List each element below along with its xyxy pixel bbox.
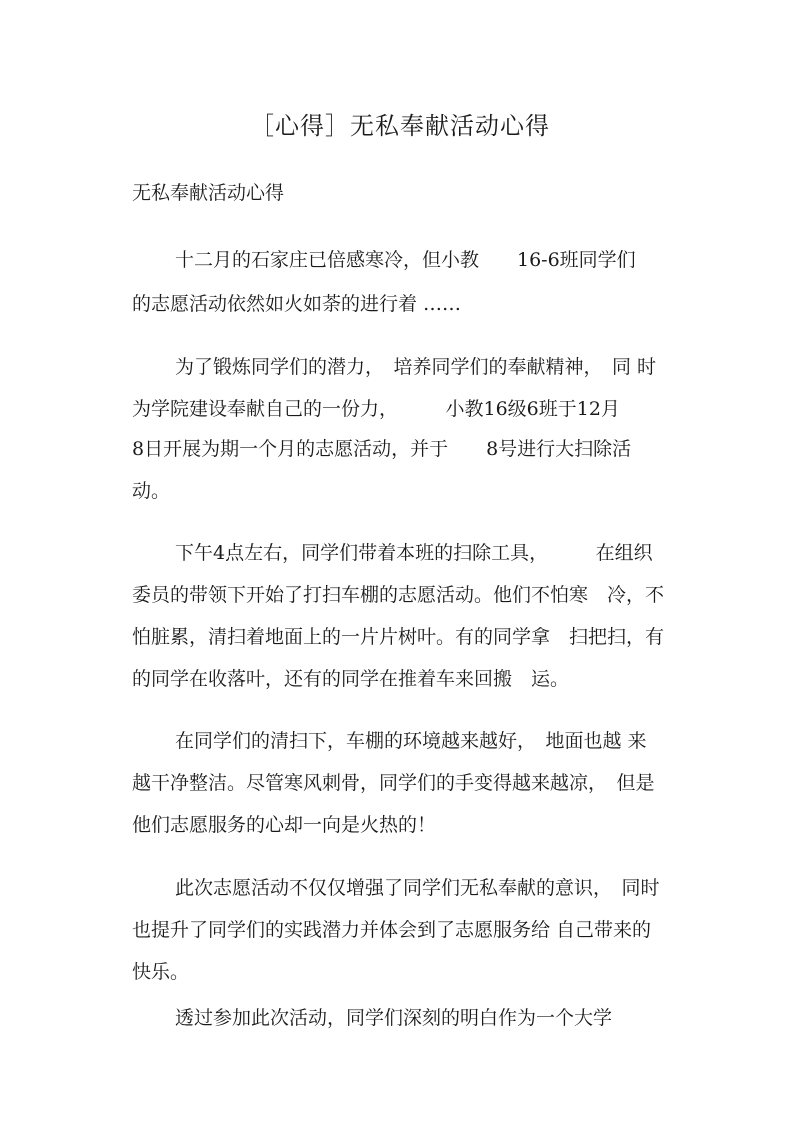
paragraph-line: 越干净整洁。尽管寒风刺骨，同学们的手变得越来越凉， 但是 <box>132 772 655 794</box>
paragraph-line: 下午4点左右，同学们带着本班的扫除工具， 在组织 <box>175 542 653 564</box>
paragraph-line: 委员的带领下开始了打扫车棚的志愿活动。他们不怕寒 冷，不 <box>132 584 665 606</box>
paragraph-line: 快乐。 <box>132 961 190 983</box>
paragraph-line: 动。 <box>132 480 171 502</box>
paragraph-line: 他们志愿服务的心却一向是火热的！ <box>132 814 437 836</box>
document-title: ［心得］无私奉献活动心得 <box>250 112 550 140</box>
paragraph-line: 在同学们的清扫下，车棚的环境越来越好， 地面也越 来 <box>175 730 647 752</box>
paragraph-line: 透过参加此次活动，同学们深刻的明白作为一个大学 <box>175 1007 613 1029</box>
paragraph-line: 为学院建设奉献自己的一份力， 小教16级6班于12月 <box>132 398 620 420</box>
paragraph-line: 也提升了同学们的实践潜力并体会到了志愿服务给 自己带来的 <box>132 919 652 941</box>
paragraph-line: 此次志愿活动不仅仅增强了同学们无私奉献的意识， 同时 <box>175 877 660 899</box>
paragraph-line: 十二月的石家庄已倍感寒冷，但小教 16-6班同学们 <box>175 249 636 271</box>
paragraph-line: 8日开展为期一个月的志愿活动，并于 8号进行大扫除活 <box>132 438 632 460</box>
paragraph-line: 为了锻炼同学们的潜力， 培养同学们的奉献精神， 同 时 <box>175 356 657 378</box>
paragraph-line: 怕脏累，清扫着地面上的一片片树叶。有的同学拿 扫把扫，有 <box>132 626 665 648</box>
document-subtitle: 无私奉献活动心得 <box>132 182 285 204</box>
paragraph-line: 的志愿活动依然如火如荼的进行着 …… <box>132 293 462 315</box>
paragraph-line: 的同学在收落叶，还有的同学在推着车来回搬 运。 <box>132 668 570 690</box>
